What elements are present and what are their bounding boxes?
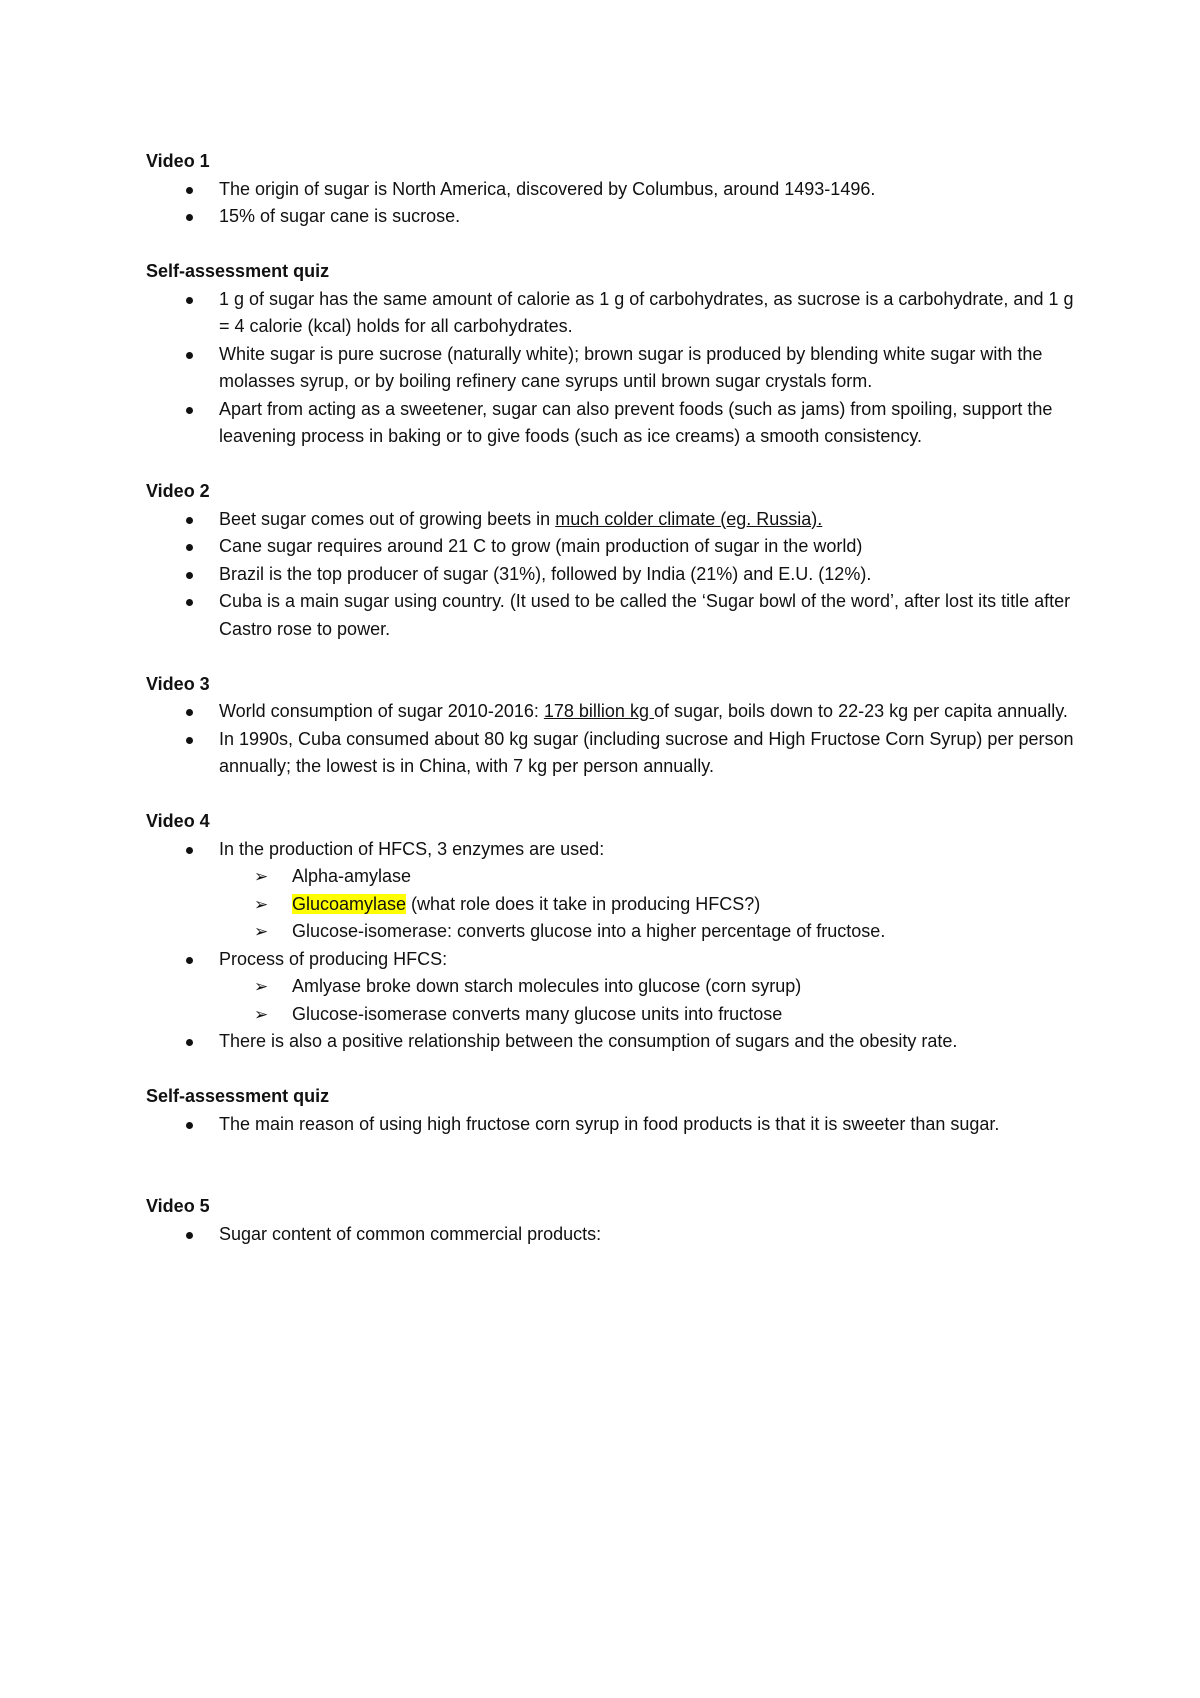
document-body [146, 148, 1086, 1248]
sub-list-item [219, 863, 1086, 891]
list-item [146, 286, 1086, 341]
bullet-icon [186, 187, 193, 194]
list-item-text: Brazil is the top producer of sugar (31%), followed by India (21%) and E.U. (12%). [219, 563, 872, 584]
list-item-text: White sugar is pure sucrose (naturally white); brown sugar is produced by blending white sugar with the molasses syrup, or by boiling refinery cane syrups until brown sugar crystals form. [219, 343, 1043, 391]
list-item [146, 726, 1086, 781]
list-item-text: The origin of sugar is North America, discovered by Columbus, around 1493-1496. [219, 178, 876, 199]
list-item [146, 1111, 1086, 1139]
section-heading: Video 5 [146, 1196, 210, 1216]
list-item-text: Process of producing HFCS: [219, 948, 448, 969]
bullet-icon [186, 572, 193, 579]
sub-list-item [219, 973, 1086, 1001]
bullet-list [146, 176, 1086, 231]
list-item-text: World consumption of sugar 2010-2016: [219, 701, 544, 721]
list-item [146, 698, 1086, 726]
list-item [146, 203, 1086, 231]
highlighted-text: Glucoamylase [292, 893, 407, 914]
list-item [146, 561, 1086, 589]
section-heading: Self-assessment quiz [146, 261, 330, 281]
arrow-bullet-icon: ➢ [254, 922, 269, 941]
section-video-1 [146, 148, 1086, 231]
arrow-bullet-icon: ➢ [254, 867, 269, 886]
section-heading: Video 2 [146, 481, 210, 501]
bullet-list [146, 506, 1086, 644]
section-video-5 [146, 1193, 1086, 1248]
sub-list [219, 863, 1086, 946]
sub-list [219, 973, 1086, 1028]
list-item-text: 1 g of sugar has the same amount of calorie as 1 g of carbohydrates, as sucrose is a carbohydrate, and 1 g = 4 calorie (kcal) holds for all carbohydrates. [219, 288, 1074, 336]
section-video-2 [146, 478, 1086, 643]
bullet-list [146, 698, 1086, 781]
sub-list-item-text: Glucose-isomerase: converts glucose into a higher percentage of fructose. [292, 921, 886, 941]
section-heading: Video 1 [146, 151, 210, 171]
list-item [146, 176, 1086, 204]
list-item-text: 15% of sugar cane is sucrose. [219, 206, 461, 226]
bullet-icon [186, 544, 193, 551]
list-item-text: Sugar content of common commercial products: [219, 1223, 602, 1244]
section-heading: Self-assessment quiz [146, 1086, 330, 1106]
list-item-text: In the production of HFCS, 3 enzymes are used: [219, 838, 605, 859]
list-item [146, 588, 1086, 643]
arrow-bullet-icon: ➢ [254, 977, 269, 996]
sub-list-item-text: Glucose-isomerase converts many glucose units into fructose [292, 1003, 783, 1024]
list-item [146, 946, 1086, 1029]
bullet-list [146, 836, 1086, 1056]
underlined-text: 178 billion kg [543, 701, 654, 721]
bullet-icon [186, 407, 193, 414]
bullet-list [146, 286, 1086, 451]
list-item-text: Cuba is a main sugar using country. (It used to be called the ‘Sugar bowl of the word’, after lost its title after Castro rose to power. [219, 591, 1071, 639]
bullet-icon [186, 1232, 193, 1239]
list-item-text: Apart from acting as a sweetener, sugar can also prevent foods (such as jams) from spoiling, support the leavening process in baking or to give foods (such as ice creams) a smooth consistency. [219, 398, 1053, 446]
arrow-bullet-icon: ➢ [254, 894, 269, 914]
bullet-icon [186, 1039, 193, 1046]
list-item [146, 1221, 1086, 1249]
bullet-list [146, 1221, 1086, 1249]
bullet-icon [186, 957, 193, 964]
list-item-text: Beet sugar comes out of growing beets in [219, 508, 556, 529]
bullet-icon [186, 599, 193, 606]
list-item-text: Cane sugar requires around 21 C to grow (main production of sugar in the world) [219, 536, 863, 556]
list-item [146, 1028, 1086, 1056]
list-item [146, 396, 1086, 451]
bullet-icon [186, 214, 193, 221]
list-item [146, 506, 1086, 534]
section-video-3 [146, 671, 1086, 781]
section-heading: Video 4 [146, 811, 210, 831]
bullet-icon [186, 517, 193, 524]
underlined-text: much colder climate (eg. Russia). [555, 508, 823, 529]
section-video-4 [146, 808, 1086, 1056]
list-item [146, 341, 1086, 396]
list-item-text: of sugar, boils down to 22-23 kg per capita annually. [653, 701, 1068, 721]
list-item [146, 836, 1086, 946]
sub-list-item [219, 891, 1086, 919]
bullet-icon [186, 297, 193, 304]
sub-list-item [219, 1001, 1086, 1029]
bullet-icon [186, 1122, 193, 1129]
bullet-list [146, 1111, 1086, 1139]
sub-list-item-text: Alpha-amylase [292, 866, 412, 886]
list-item-text: The main reason of using high fructose corn syrup in food products is that it is sweeter than sugar. [219, 1113, 1000, 1134]
section-quiz-1 [146, 258, 1086, 451]
list-item [146, 533, 1086, 561]
sub-list-item-text: Amlyase broke down starch molecules into glucose (corn syrup) [292, 976, 802, 996]
arrow-bullet-icon: ➢ [254, 1004, 269, 1024]
sub-list-item [219, 918, 1086, 946]
sub-list-item-text: (what role does it take in producing HFCS?) [406, 893, 761, 914]
list-item-text: In 1990s, Cuba consumed about 80 kg sugar (including sucrose and High Fructose Corn Syrup) per person annually; the lowest is in China, with 7 kg per person annually. [219, 728, 1074, 776]
section-quiz-2 [146, 1083, 1086, 1138]
section-heading: Video 3 [146, 673, 210, 694]
bullet-icon [186, 709, 193, 716]
bullet-icon [186, 352, 193, 359]
bullet-icon [186, 737, 193, 744]
list-item-text: There is also a positive relationship between the consumption of sugars and the obesity rate. [219, 1031, 958, 1051]
bullet-icon [186, 847, 193, 854]
